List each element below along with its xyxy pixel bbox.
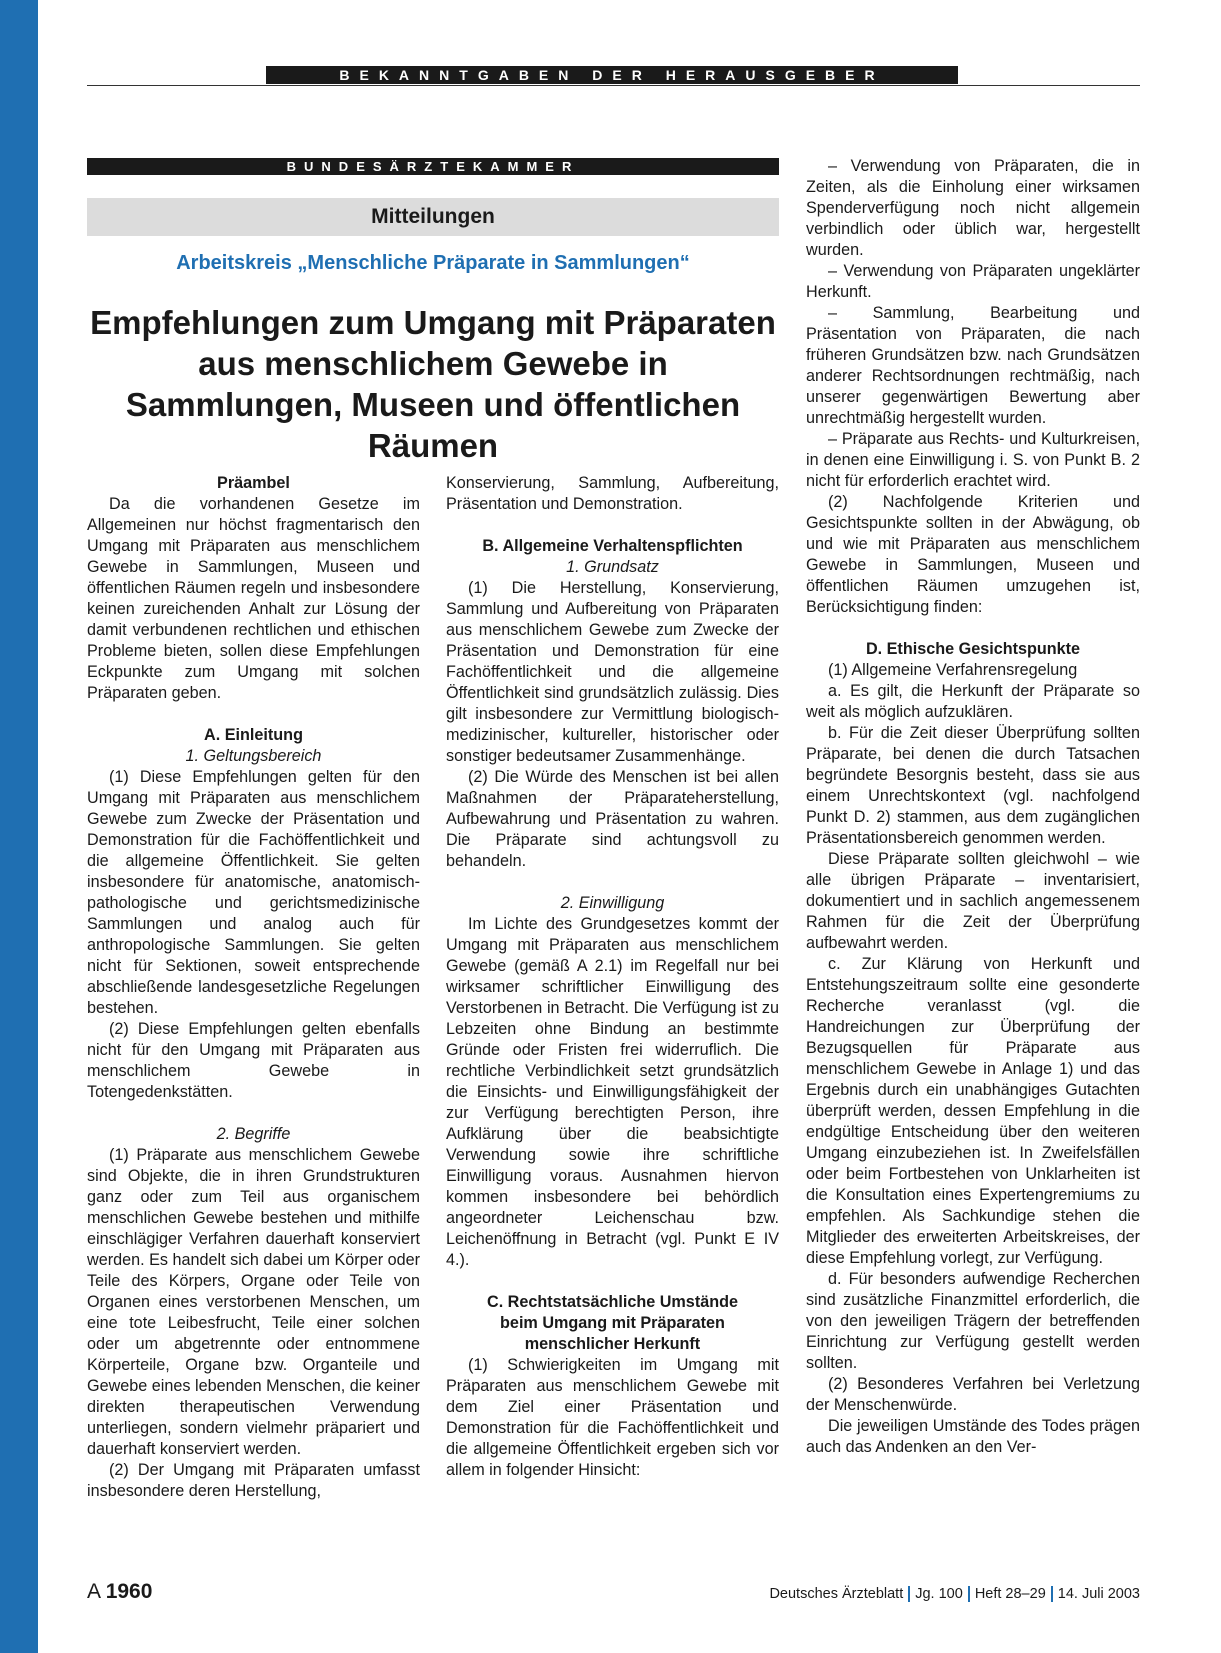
- paragraph: (2) Der Umgang mit Präparaten umfasst insbesondere deren Herstellung,: [87, 1461, 420, 1500]
- paragraph: Diese Präparate sollten gleichwohl – wie alle übrigen Präparate – inventarisiert, dokumentiert und in sachlich angemessenem Rahmen für die Zeit der Überprüfung aufbewahrt werden.: [806, 850, 1140, 952]
- paragraph: (1) Schwierigkeiten im Umgang mit Präparaten aus menschlichem Gewebe mit dem Ziel einer Präsentation und Demonstration für die Fachöffentlichkeit und die allgemeine Öffentlichkeit ergeben sich vor allem in folgender Hinsicht:: [446, 1356, 779, 1479]
- organization-band: BUNDESÄRZTEKAMMER: [87, 158, 779, 175]
- list-item: – Verwendung von Präparaten ungeklärter Herkunft.: [806, 262, 1140, 301]
- paragraph: Konservierung, Sammlung, Aufbereitung, Präsentation und Demonstration.: [446, 474, 779, 513]
- paragraph: (1) Diese Empfehlungen gelten für den Umgang mit Präparaten aus menschlichem Gewebe zum Zwecke der Präsentation und Demonstration für die Fachöffentlichkeit und die allgemeine Öffentlichkeit. Sie gelten insbesondere für anatomische, anatomisch-pathologische und gerichtsmedizinische Sammlungen und analog auch für anthropologische Sammlungen. Sie gelten nicht für Sektionen, soweit entsprechende abschließende landesgesetzliche Regelungen bestehen.: [87, 768, 420, 1017]
- text-column-3: [806, 156, 1140, 1458]
- divider: [1051, 1586, 1053, 1602]
- paragraph: a. Es gilt, die Herkunft der Präparate so weit als möglich aufzuklären.: [806, 682, 1140, 721]
- paragraph: Da die vorhandenen Gesetze im Allgemeinen nur höchst fragmentarisch den Umgang mit Präparaten aus menschlichem Gewebe in Sammlungen, Museen und öffentlichen Räumen regeln und insbesondere keinen zureichenden Anhalt zur Lösung der damit verbundenen rechtlichen und ethischen Probleme bieten, sollen diese Empfehlungen Eckpunkte zum Umgang mit solchen Präparaten geben.: [87, 495, 420, 702]
- paragraph: (1) Präparate aus menschlichem Gewebe sind Objekte, die in ihren Grundstrukturen ganz oder zum Teil aus organischem menschlichen Gewebe bestehen und mithilfe einschlägiger Verfahren dauerhaft konserviert werden. Es handelt sich dabei um Körper oder Teile des Körpers, Organe oder Teile von Organen eines verstorbenen Menschen, um eine tote Leibesfrucht, Teile einer solchen oder um abgetrennte oder entnommene Körperteile, Organe bzw. Organteile und Gewebe eines lebenden Menschen, die keiner direkten therapeutischen Verwendung unterliegen, sondern vielmehr präpariert und dauerhaft konserviert werden.: [87, 1146, 420, 1458]
- journal-volume: Jg. 100: [915, 1586, 963, 1602]
- page-number-value: 1960: [105, 1580, 153, 1603]
- text-column-1: [87, 473, 420, 1502]
- heading-line: C. Rechtstatsächliche Umstände: [487, 1293, 738, 1311]
- paragraph: Die jeweiligen Umstände des Todes prägen auch das Andenken an den Ver-: [806, 1417, 1140, 1456]
- page-prefix: A: [87, 1580, 100, 1603]
- paragraph: (2) Diese Empfehlungen gelten ebenfalls nicht für den Umgang mit Präparaten aus menschlichem Gewebe in Totengedenkstätten.: [87, 1020, 420, 1101]
- heading-line: menschlicher Herkunft: [524, 1335, 701, 1353]
- divider: [968, 1586, 970, 1602]
- section-heading: Mitteilungen: [87, 198, 779, 236]
- heading-section-d: D. Ethische Gesichtspunkte: [865, 640, 1081, 658]
- paragraph: Im Lichte des Grundgesetzes kommt der Umgang mit Präparaten aus menschlichem Gewebe (gemäß A 2.1) im Regelfall nur bei wirksamer schriftlicher Einwilligung des Verstorbenen in Betracht. Die Verfügung ist zu Lebzeiten ohne Bindung an bestimmte Gründe oder Fristen frei widerruflich. Die rechtliche Verbindlichkeit setzt grundsätzlich die Einsichts- und Einwilligungsfähigkeit der zur Verfügung berechtigten Person, ihre Aufklärung über die beabsichtigte Verwendung sowie ihre schriftliche Einwilligung voraus. Ausnahmen hiervon kommen insbesondere bei behördlich angeordneter Leichenschau bzw. Leichenöffnung in Betracht (vgl. Punkt E IV 4.).: [446, 915, 779, 1269]
- paragraph: d. Für besonders aufwendige Recherchen sind zusätzliche Finanzmittel erforderlich, die von den jeweiligen Trägern der betreffenden Einrichtung zur Verfügung gestellt werden sollten.: [806, 1270, 1140, 1372]
- text-column-2: [446, 473, 779, 1481]
- paragraph: (1) Allgemeine Verfahrensregelung: [828, 661, 1078, 679]
- heading-section-a: A. Einleitung: [204, 726, 303, 744]
- heading-section-b: B. Allgemeine Verhaltenspflichten: [482, 537, 743, 555]
- heading-praeambel: Präambel: [217, 474, 290, 492]
- article-subtitle: Arbeitskreis „Menschliche Präparate in Sammlungen“: [176, 252, 690, 274]
- article-title: Empfehlungen zum Umgang mit Präparaten aus menschlichem Gewebe in Sammlungen, Museen und öffentlichen Räumen: [90, 304, 776, 464]
- paragraph: (1) Die Herstellung, Konservierung, Sammlung und Aufbereitung von Präparaten aus menschlichem Gewebe zum Zwecke der Präsentation und Demonstration für eine Fachöffentlichkeit und die allgemeine Öffentlichkeit sind grundsätzlich zulässig. Dies gilt insbesondere zur Vermittlung biologisch-medizinischer, kultureller, historischer oder sonstiger bedeutsamer Zusammenhänge.: [446, 579, 779, 765]
- journal-date: 14. Juli 2003: [1057, 1586, 1140, 1602]
- paragraph: (2) Nachfolgende Kriterien und Gesichtspunkte sollten in der Abwägung, ob und wie mit Präparaten aus menschlichem Gewebe in Sammlungen, Museen und öffentlichen Räumen umzugehen ist, Berücksichtigung finden:: [806, 493, 1140, 616]
- side-color-bar: [0, 0, 38, 1653]
- divider: [908, 1586, 910, 1602]
- subheading: 2. Einwilligung: [560, 894, 665, 912]
- journal-name: Deutsches Ärzteblatt: [769, 1586, 904, 1602]
- paragraph: (2) Die Würde des Menschen ist bei allen Maßnahmen der Präparateherstellung, Aufbewahrung und Präsentation zu wahren. Die Präparate sind achtungsvoll zu behandeln.: [446, 768, 779, 870]
- subheading: 2. Begriffe: [216, 1125, 291, 1143]
- paragraph: b. Für die Zeit dieser Überprüfung sollten Präparate, bei denen die durch Tatsachen begründete Besorgnis besteht, dass sie aus einem Unrechtskontext (vgl. nachfolgend Punkt D. 2) stammen, aus dem zugänglichen Präsentationsbereich genommen werden.: [806, 724, 1140, 847]
- list-item: – Präparate aus Rechts- und Kulturkreisen, in denen eine Einwilligung i. S. von Punkt B. 2 nicht für erforderlich erachtet wird.: [806, 430, 1140, 490]
- heading-section-c: [446, 1292, 779, 1355]
- publisher-header-band: BEKANNTGABEN DER HERAUSGEBER: [266, 66, 958, 84]
- header-rule: [87, 85, 1140, 86]
- heading-line: beim Umgang mit Präparaten: [500, 1314, 725, 1332]
- subheading: 1. Geltungsbereich: [185, 747, 322, 765]
- subheading: 1. Grundsatz: [566, 558, 659, 576]
- paragraph: (2) Besonderes Verfahren bei Verletzung der Menschenwürde.: [806, 1375, 1140, 1414]
- list-item: – Sammlung, Bearbeitung und Präsentation von Präparaten, die nach früheren Grundsätzen bzw. nach Grundsätzen anderer Rechtsordnungen rechtmäßig, nach unserer gegenwärtigen Bewertung aber unrechtmäßig hergestellt wurden.: [806, 304, 1140, 427]
- page-number: [87, 1580, 152, 1604]
- paragraph: c. Zur Klärung von Herkunft und Entstehungszeitraum sollte eine gesonderte Recherche veranlasst (vgl. die Handreichungen zur Überprüfung der Bezugsquellen für Präparate aus menschlichem Gewebe in Anlage 1) und das Ergebnis durch ein unabhängiges Gutachten überprüft werden, dessen Empfehlung in die endgültige Entscheidung über den weiteren Umgang einzubeziehen ist. In Zweifelsfällen oder beim Fortbestehen von Unklarheiten ist die Konsultation eines Expertengremiums zu empfehlen. Als Sachkundige stehen die Mitglieder des erweiterten Arbeitskreises, der diese Empfehlung vorlegt, zur Verfügung.: [806, 955, 1140, 1267]
- list-item: – Verwendung von Präparaten, die in Zeiten, als die Einholung einer wirksamen Spenderverfügung noch nicht allgemein verbindlich oder üblich war, hergestellt wurden.: [806, 157, 1140, 259]
- journal-issue: Heft 28–29: [974, 1586, 1046, 1602]
- journal-info: [769, 1586, 1140, 1602]
